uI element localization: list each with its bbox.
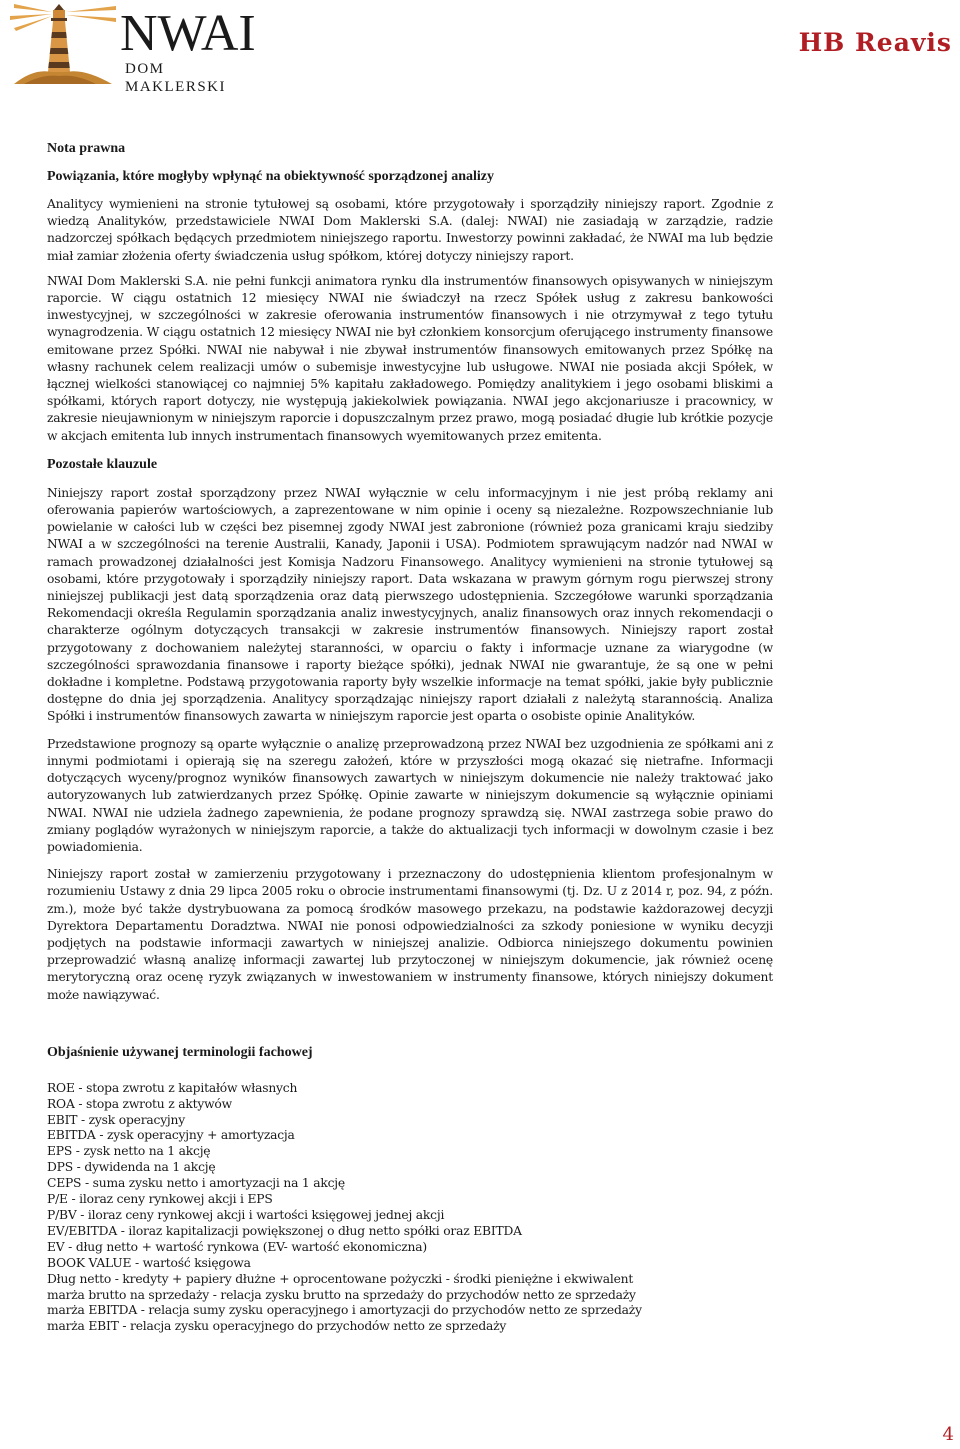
glossary-item: ROA - stopa zwrotu z aktywów (47, 1096, 232, 1111)
section-subtitle-relations: Powiązania, które mogłyby wpłynąć na obiektywność sporządzonej analizy (47, 169, 494, 184)
glossary-item: CEPS - suma zysku netto i amortyzacji na 1 akcję (47, 1176, 346, 1191)
glossary-item: marża brutto na sprzedaży - relacja zysku brutto na sprzedaży do przychodów netto ze sprzedaży (47, 1287, 636, 1302)
glossary-item: Dług netto - kredyty + papiery dłużne + oprocentowane pożyczki - środki pieniężne i ekwiwalent (47, 1271, 634, 1286)
paragraph-disclaimer: Niniejszy raport został sporządzony przez NWAI wyłącznie w celu informacyjnym i nie jest próbą reklamy ani oferowania papierów wartościowych, a zaprezentowane w nim opinie i oceny są niezależne. Rozpowszechnianie lub powielanie w całości lub w części bez pisemnej zgody NWAI jest zabronione (również poza granicami kraju siedziby NWAI a w szczególności na terenie Australii, Kanady, Japonii i USA). Podmiotem sprawującym nadzór nad NWAI w ramach prowadzonej działalności jest Komisja Nadzoru Finansowego. Analitycy wymienieni na stronie tytułowej są osobami, które przygotowały i sporządziły niniejszy raport. Data wskazana w prawym górnym rogu pierwszej strony niniejszej publikacji jest datą sporządzenia oraz datą pierwszego udostępnienia. Szczegółowe warunki sporządzania Rekomendacji określa Regulamin sporządzania analiz inwestycyjnych, analiz finansowych oraz innych rekomendacji o charakterze ogólnym dotyczących transakcji w zakresie instrumentów finansowych. Niniejszy raport został przygotowany z dochowaniem należytej staranności, w oparciu o fakty i informacje uznane za wiarygodne (w szczególności sprawozdania finansowe i raporty bieżące spółki), jednak NWAI nie gwarantuje, że są one w pełni dokładne i kompletne. Podstawą przygotowania raporty były wszelkie informacje na temat spółki, jakie były publicznie dostępne do dnia jej sporządzenia. Analitycy sporządzając niniejszy raport działali z należytą starannością. Analiza Spółki i instrumentów finansowych zawarta w niniejszym raporcie jest oparta o osobiste opinie Analityków. (47, 485, 773, 724)
lighthouse-icon (4, 2, 122, 86)
paragraph-forecasts: Przedstawione prognozy są oparte wyłącznie o analizę przeprowadzoną przez NWAI bez uzgodnienia ze spółkami ani z innymi podmiotami i opierają się na szeregu założeń, które w przyszłości mogą okazać się nietrafne. Informacji dotyczących wyceny/prognoz wyników finansowych zawartych w niniejszym dokumencie nie należy traktować jako autoryzowanych lub zatwierdzanych przez Spółkę. Opinie zawarte w niniejszym dokumencie są wyłącznie opiniami NWAI. NWAI nie udziela żadnego zapewnienia, że podane prognozy sprawdzą się. NWAI zastrzega sobie prawo do zmiany poglądów wyrażonych w niniejszym raporcie, a także do aktualizacji tych informacji w dowolnym czasie i bez powiadomienia. (47, 736, 773, 854)
section-title-glossary: Objaśnienie używanej terminologii fachowej (47, 1044, 313, 1060)
logo-title: NWAI (120, 5, 256, 62)
page-header (0, 0, 960, 95)
glossary-list (47, 1081, 773, 1336)
page-number: 4 (942, 1424, 954, 1445)
paragraph-market-maker: NWAI Dom Maklerski S.A. nie pełni funkcji animatora rynku dla instrumentów finansowych opisywanych w niniejszym raporcie. W ciągu ostatnich 12 miesięcy NWAI nie świadczył na rzecz Spółek usług z zakresu bankowości inwestycyjnej, w szczególności w zakresie oferowania instrumentów finansowych i nie otrzymywał z tego tytułu wynagrodzenia. W ciągu ostatnich 12 miesięcy NWAI nie był członkiem konsorcjum oferującego instrumenty finansowe emitowane przez Spółki. NWAI nie nabywał i nie zbywał instrumentów finansowych emitowanych przez Spółkę na własny rachunek celem realizacji umów o subemisje inwestycyjne lub usługowe. NWAI nie posiada akcji Spółek, w łącznej wielkości stanowiącej co najmniej 5% kapitału zakładowego. Pomiędzy analitykiem i jego osobami bliskimi a spółkami, których raport dotyczy, nie występują jakiekolwiek powiązania. NWAI jego akcjonariusze i pracownicy, w zakresie nieujawnionym w niniejszym raporcie i dopuszczalnym przez prawo, mogą posiadać długie lub krótkie pozycje w akcjach emitenta lub innych instrumentach finansowych wyemitowanych przez emitenta. (47, 273, 773, 443)
glossary-item: P/E - iloraz ceny rynkowej akcji i EPS (47, 1192, 273, 1207)
paragraph-analysts: Analitycy wymienieni na stronie tytułowej są osobami, które przygotowały i sporządziły niniejszy raport. Zgodnie z wiedzą Analityków, przedstawiciele NWAI Dom Maklerski S.A. (dalej: NWAI) nie zasiadają w zarządzie, radzie nadzorczej spółkach będących przedmiotem niniejszego raportu. Inwestorzy powinni zakładać, że NWAI ma lub będzie miał zamiar złożenia oferty świadczenia usług spółkom, której dotyczy niniejszy raport. (47, 197, 773, 263)
logo-subtitle: DOM MAKLERSKI (125, 61, 227, 95)
paragraph-distribution: Niniejszy raport został w zamierzeniu przygotowany i przeznaczony do udostępnienia klientom profesjonalnym w rozumieniu Ustawy z dnia 29 lipca 2005 roku o obrocie instrumentami finansowymi (tj. Dz. U z 2014 r, poz. 94, z późn. zm.), może być także dystrybuowana za pomocą środków masowego przekazu, na podstawie każdorazowej decyzji Dyrektora Departamentu Doradztwa. NWAI nie ponosi odpowiedzialności za szkody poniesione w wyniku decyzji podjętych na podstawie informacji zawartych w niniejszej analizie. Odbiorca niniejszego dokumentu powinien przeprowadzić własną analizę informacji zawartej lub przytoczonej w niniejszym dokumencie, jak również ocenę merytoryczną oraz ocenę ryzyk związanych w inwestowaniem w instrumenty finansowe, których niniejszy dokument może nawiązywać. (47, 867, 773, 1002)
glossary-item: EPS - zysk netto na 1 akcję (47, 1144, 211, 1159)
company-brand: HB Reavis (798, 28, 952, 57)
section-title-legal: Nota prawna (47, 141, 126, 156)
glossary-item: marża EBITDA - relacja sumy zysku operacyjnego i amortyzacji do przychodów netto ze sprzedaży (47, 1303, 642, 1318)
glossary-item: ROE - stopa zwrotu z kapitałów własnych (47, 1080, 298, 1095)
glossary-item: EV - dług netto + wartość rynkowa (EV- wartość ekonomiczna) (47, 1239, 427, 1254)
glossary-item: EV/EBITDA - iloraz kapitalizacji powiększonej o dług netto spółki oraz EBITDA (47, 1223, 522, 1238)
glossary-item: EBIT - zysk operacyjny (47, 1112, 186, 1127)
glossary-item: BOOK VALUE - wartość księgowa (47, 1255, 251, 1270)
glossary-item: marża EBIT - relacja zysku operacyjnego do przychodów netto ze sprzedaży (47, 1319, 507, 1334)
glossary-item: P/BV - iloraz ceny rynkowej akcji i wartości księgowej jednej akcji (47, 1207, 445, 1222)
glossary-item: DPS - dywidenda na 1 akcję (47, 1160, 216, 1175)
section-title-clauses: Pozostałe klauzule (47, 456, 158, 472)
nwai-logo (4, 2, 256, 95)
page-content (47, 140, 773, 1335)
glossary-item: EBITDA - zysk operacyjny + amortyzacja (47, 1128, 295, 1143)
